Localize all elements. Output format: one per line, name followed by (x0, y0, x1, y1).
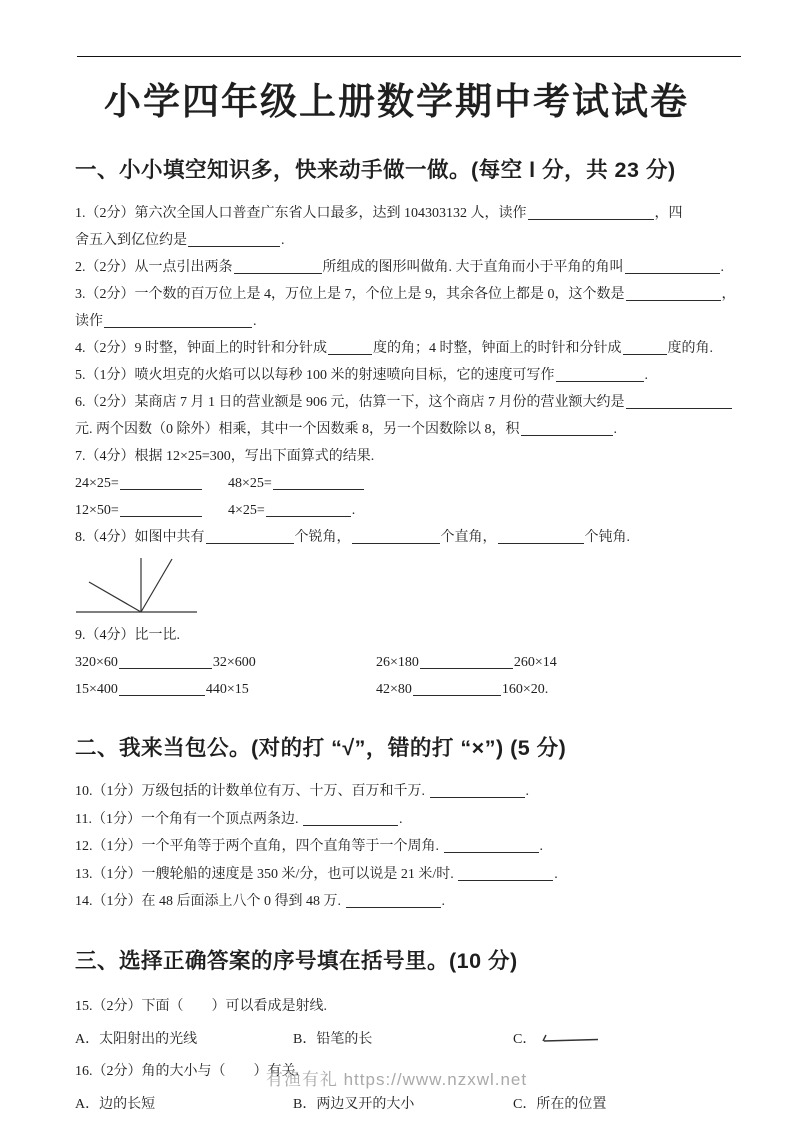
compare-26x180-260x14: 26×180 260×14 (376, 655, 557, 670)
line-segment-icon (540, 1032, 602, 1044)
answer-blank (626, 286, 721, 301)
question-5: 5.（1分）喷火坦克的火焰可以以每秒 100 米的射速喷向目标，它的速度可写作 . (75, 368, 648, 383)
compare-42x80-160x20: 42×80 160×20. (376, 682, 549, 697)
answer-blank (444, 838, 539, 853)
question-6-line-2: 元. 两个因数（0 除外）相乘，其中一个因数乘 8，另一个因数除以 8，积 . (75, 422, 617, 437)
question-16-options (75, 1088, 740, 1121)
question-7-row-1 (75, 470, 740, 497)
question-6-line-1: 6.（2分）某商店 7 月 1 日的营业额是 906 元，估算一下，这个商店 7 月份的营业额大约是 (75, 389, 740, 416)
question-3-line-2: 读作 . (75, 314, 257, 329)
question-15: 15.（2分）下面（ ）可以看成是射线. (75, 998, 327, 1014)
section-2-heading: 二、我来当包公。(对的打 “√”，错的打 “×”) (5 分) (75, 736, 567, 760)
question-7-row-2 (75, 497, 740, 524)
answer-blank (206, 529, 294, 544)
compare-320x60-32x600: 320×60 32×600 (75, 655, 256, 670)
question-13: 13.（1分）一艘轮船的速度是 350 米/分，也可以说是 21 米/时. . (75, 866, 558, 882)
question-1-line-1: 1.（2分）第六次全国人口普查广东省人口最多，达到 104303132 人，读作 ，四 (75, 206, 683, 221)
top-divider (77, 56, 741, 57)
question-3-line-1: 3.（2分）一个数的百万位上是 4，万位上是 7，个位上是 9，其余各位上都是 0，这个数是 ， (75, 287, 736, 302)
calc-12x50: 12×50= (75, 497, 228, 524)
answer-blank (303, 811, 398, 826)
answer-blank (104, 313, 252, 328)
answer-blank (420, 654, 513, 669)
compare-row-1 (75, 649, 740, 676)
question-12: 12.（1分）一个平角等于两个直角，四个直角等于一个周角. . (75, 839, 543, 854)
question-7: 7.（4分）根据 12×25=300，写出下面算式的结果. (75, 449, 375, 464)
question-11: 11.（1分）一个角有一个顶点两条边. . (75, 811, 403, 827)
question-16-option-c: C．所在的位置 (513, 1096, 607, 1112)
answer-blank (188, 232, 280, 247)
answer-blank (352, 529, 440, 544)
question-1-line-2: 舍五入到亿位约是 . (75, 233, 285, 248)
compare-row-2 (75, 676, 740, 703)
question-15-options (75, 1023, 740, 1056)
answer-blank (234, 259, 322, 274)
answer-blank (120, 502, 202, 517)
answer-blank (556, 367, 644, 382)
question-14: 14.（1分）在 48 后面添上八个 0 得到 48 万. . (75, 894, 445, 909)
answer-blank (521, 421, 613, 436)
compare-15x400-440x15: 15×400 440×15 (75, 682, 249, 697)
question-8: 8.（4分）如图中共有 个锐角， 个直角， 个钝角. (75, 530, 630, 545)
answer-blank (346, 893, 441, 908)
section-3-heading: 三、选择正确答案的序号填在括号里。(10 分) (75, 948, 518, 973)
question-15-option-b: B．铅笔的长 (293, 1031, 373, 1047)
question-2: 2.（2分）从一点引出两条 所组成的图形叫做角. 大于直角而小于平角的角叫 . (75, 260, 724, 275)
answer-blank (119, 654, 212, 669)
answer-blank (626, 394, 732, 409)
question-15-option-a: A．太阳射出的光线 (75, 1031, 198, 1047)
question-16-option-b: B．两边叉开的大小 (293, 1096, 415, 1112)
answer-blank (120, 475, 202, 490)
answer-blank (430, 783, 525, 798)
angle-rays-diagram-icon (75, 554, 203, 616)
question-4: 4.（2分）9 时整，钟面上的时针和分针成 度的角；4 时整，钟面上的时针和分针成 度的角. (75, 341, 713, 356)
answer-blank (528, 205, 654, 220)
section-1-heading: 一、小小填空知识多，快来动手做一做。(每空 l 分，共 23 分) (75, 158, 676, 182)
calc-24x25: 24×25= (75, 470, 228, 497)
question-16-option-a: A．边的长短 (75, 1096, 156, 1112)
answer-blank (623, 340, 667, 355)
calc-4x25: 4×25= . (228, 503, 356, 518)
answer-blank (498, 529, 584, 544)
answer-blank (266, 502, 351, 517)
watermark-footer: 有渔有礼 https://www.nzxwl.net (265, 1070, 528, 1089)
question-15-option-c (513, 1023, 740, 1056)
answer-blank (625, 259, 720, 274)
exam-content (0, 153, 793, 1121)
angle-rays-diagram (75, 554, 740, 618)
answer-blank (413, 681, 501, 696)
question-16: 16.（2分）角的大小与（ ）有关. (75, 1063, 299, 1079)
answer-blank (119, 681, 205, 696)
page-title: 小学四年级上册数学期中考试试卷 (104, 82, 689, 123)
question-10: 10.（1分）万级包括的计数单位有万、十万、百万和千万. . (75, 784, 529, 799)
answer-blank (328, 340, 372, 355)
calc-48x25: 48×25= (228, 470, 365, 497)
question-15-option-c-label: C． (513, 1031, 537, 1047)
answer-blank (273, 475, 364, 490)
question-9: 9.（4分）比一比. (75, 628, 180, 643)
answer-blank (458, 866, 553, 881)
